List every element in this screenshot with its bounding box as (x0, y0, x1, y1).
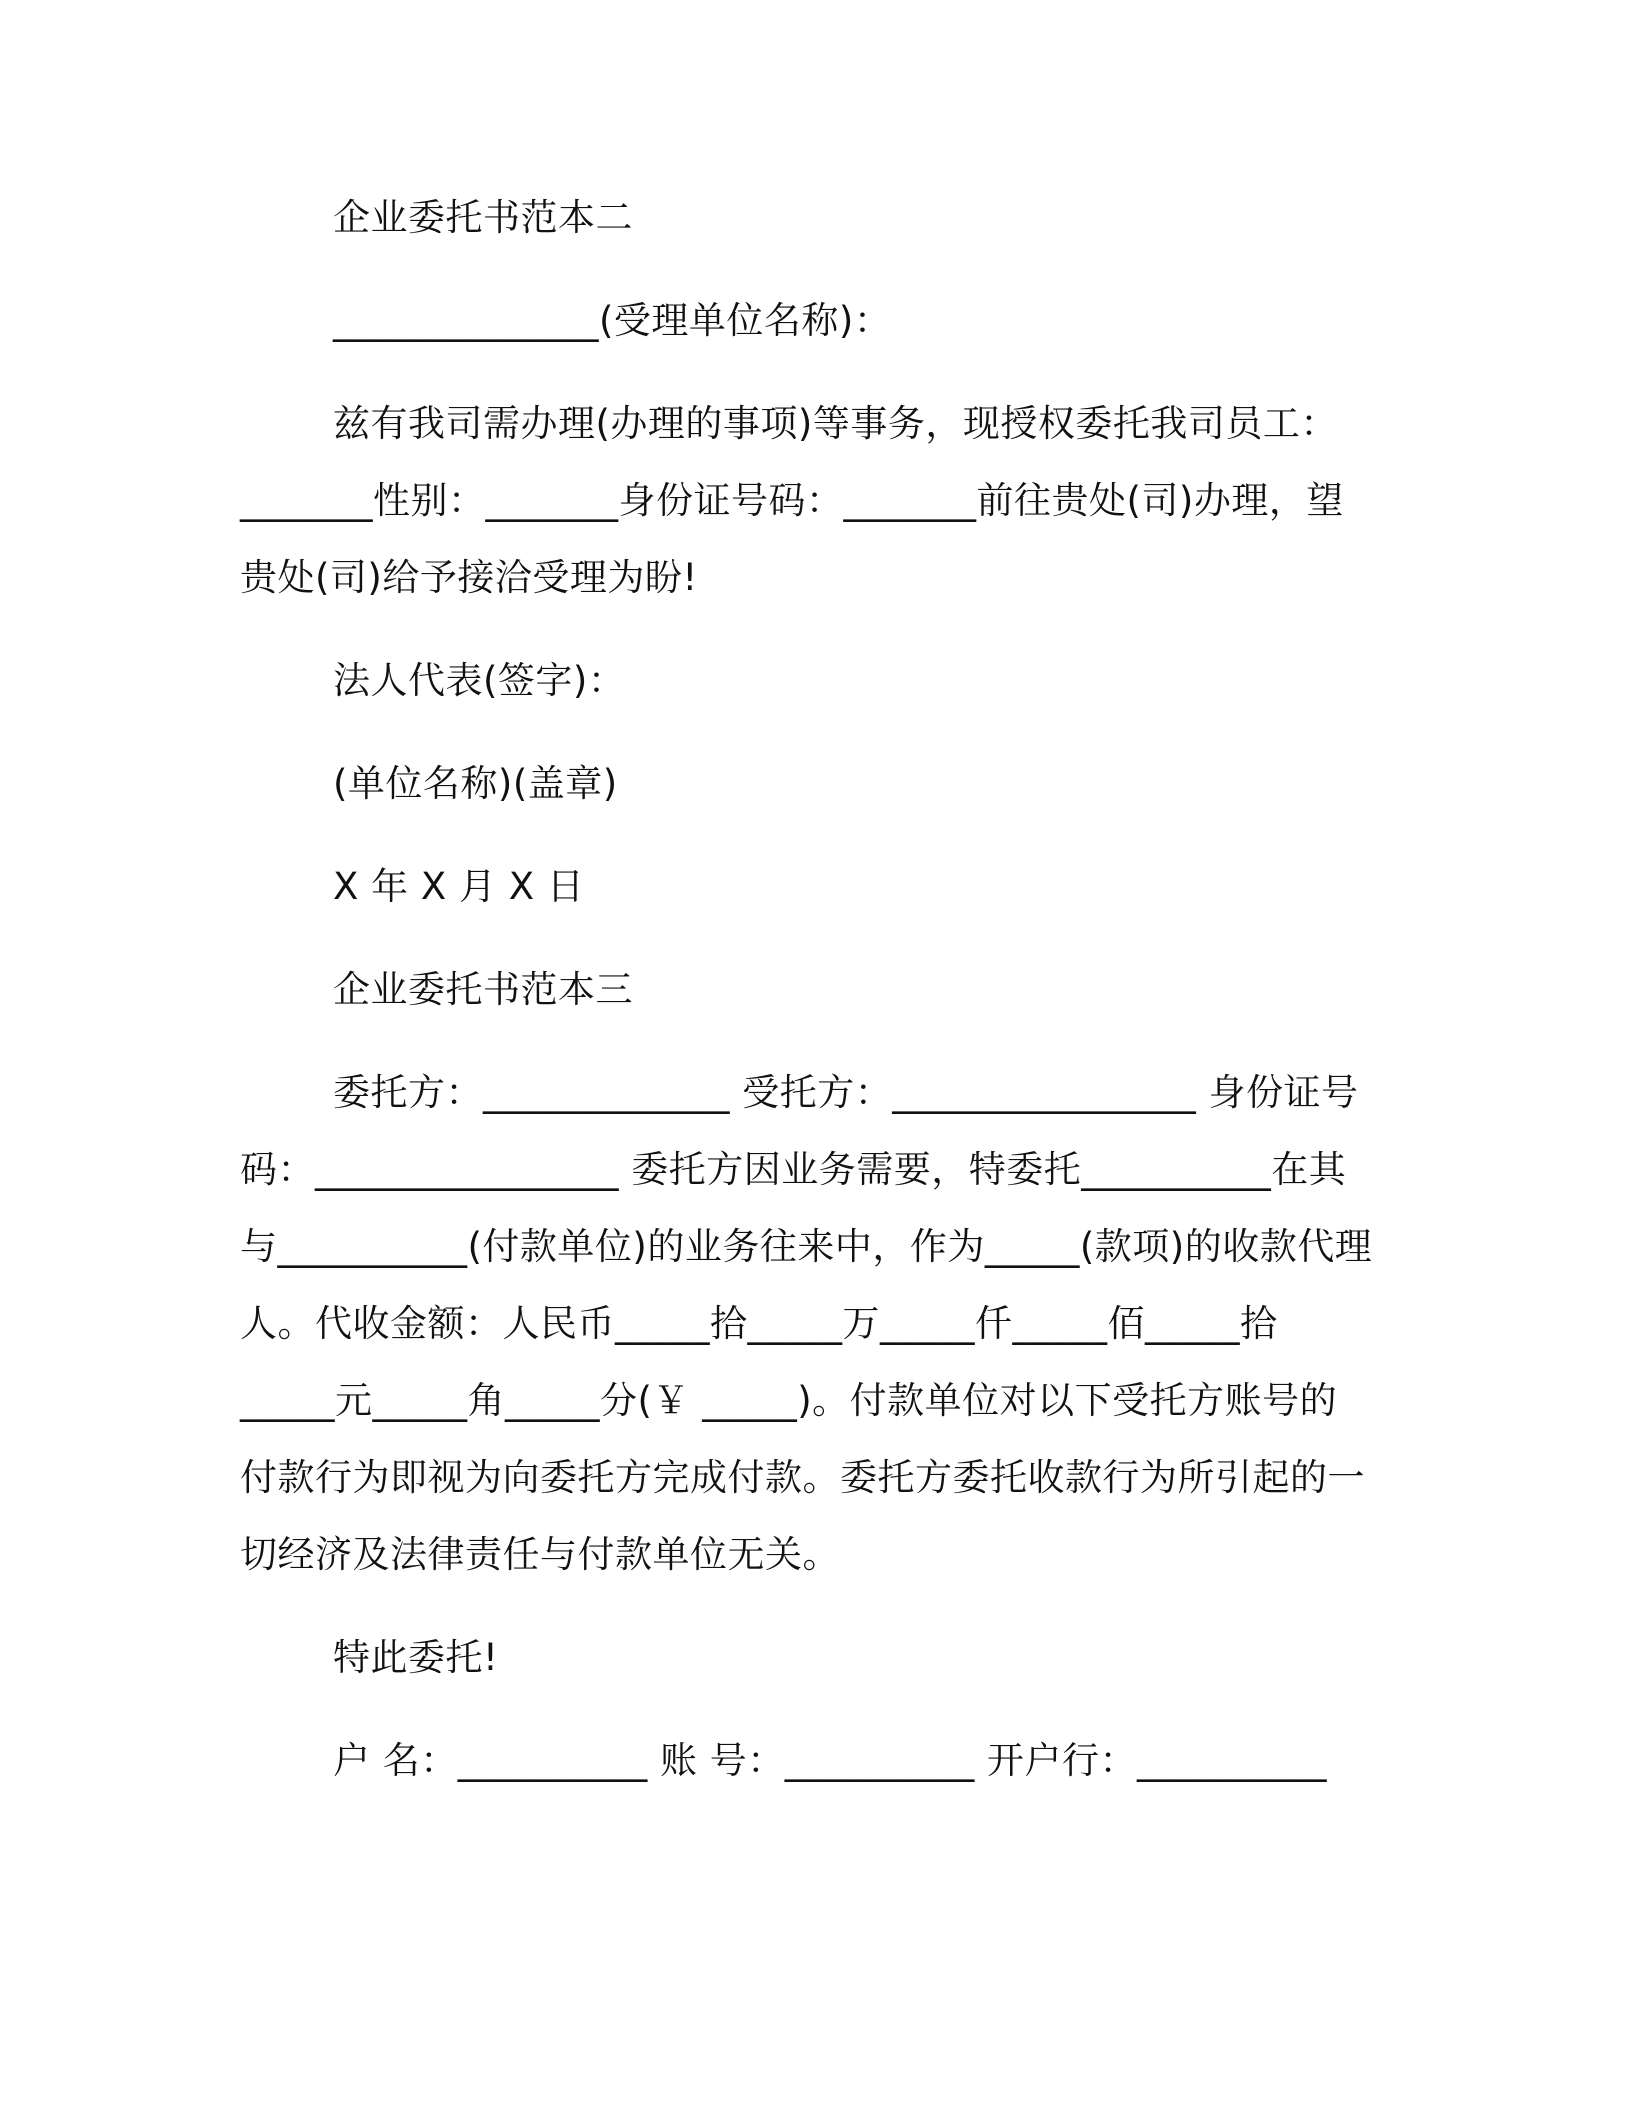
body-2-line-1: 兹有我司需办理(办理的事项)等事务，现授权委托我司员工： (333, 402, 1338, 445)
body-2-line-2: _______性别：_______身份证号码：_______前往贵处(司)办理，望 (240, 479, 1344, 522)
date-line: X 年 X 月 X 日 (333, 865, 585, 908)
body-3-line-6: 付款行为即视为向委托方完成付款。委托方委托收款行为所引起的一 (240, 1456, 1365, 1499)
section-heading-3: 企业委托书范本三 (333, 968, 633, 1011)
section-heading-2: 企业委托书范本二 (333, 196, 633, 239)
body-3-line-5: _____元_____角_____分(￥ _____)。付款单位对以下受托方账号的 (240, 1379, 1338, 1422)
closing-line: 特此委托! (333, 1636, 499, 1679)
unit-seal-line: (单位名称)(盖章) (333, 762, 618, 805)
body-3-line-4: 人。代收金额：人民币_____拾_____万_____仟_____佰_____拾 (240, 1302, 1278, 1345)
body-3-line-7: 切经济及法律责任与付款单位无关。 (240, 1533, 840, 1576)
legal-representative-line: 法人代表(签字)： (333, 659, 626, 702)
addressee-line: ______________(受理单位名称)： (333, 299, 892, 342)
account-line: 户 名：__________ 账 号：__________ 开户行：__________ (333, 1739, 1328, 1782)
body-3-line-2: 码：________________ 委托方因业务需要，特委托__________在其 (240, 1148, 1347, 1191)
body-2-line-3: 贵处(司)给予接洽受理为盼! (240, 556, 698, 599)
body-3-line-3: 与__________(付款单位)的业务往来中，作为_____(款项)的收款代理 (240, 1225, 1373, 1268)
body-3-line-1: 委托方：_____________ 受托方：________________ 身份证号 (333, 1071, 1359, 1114)
